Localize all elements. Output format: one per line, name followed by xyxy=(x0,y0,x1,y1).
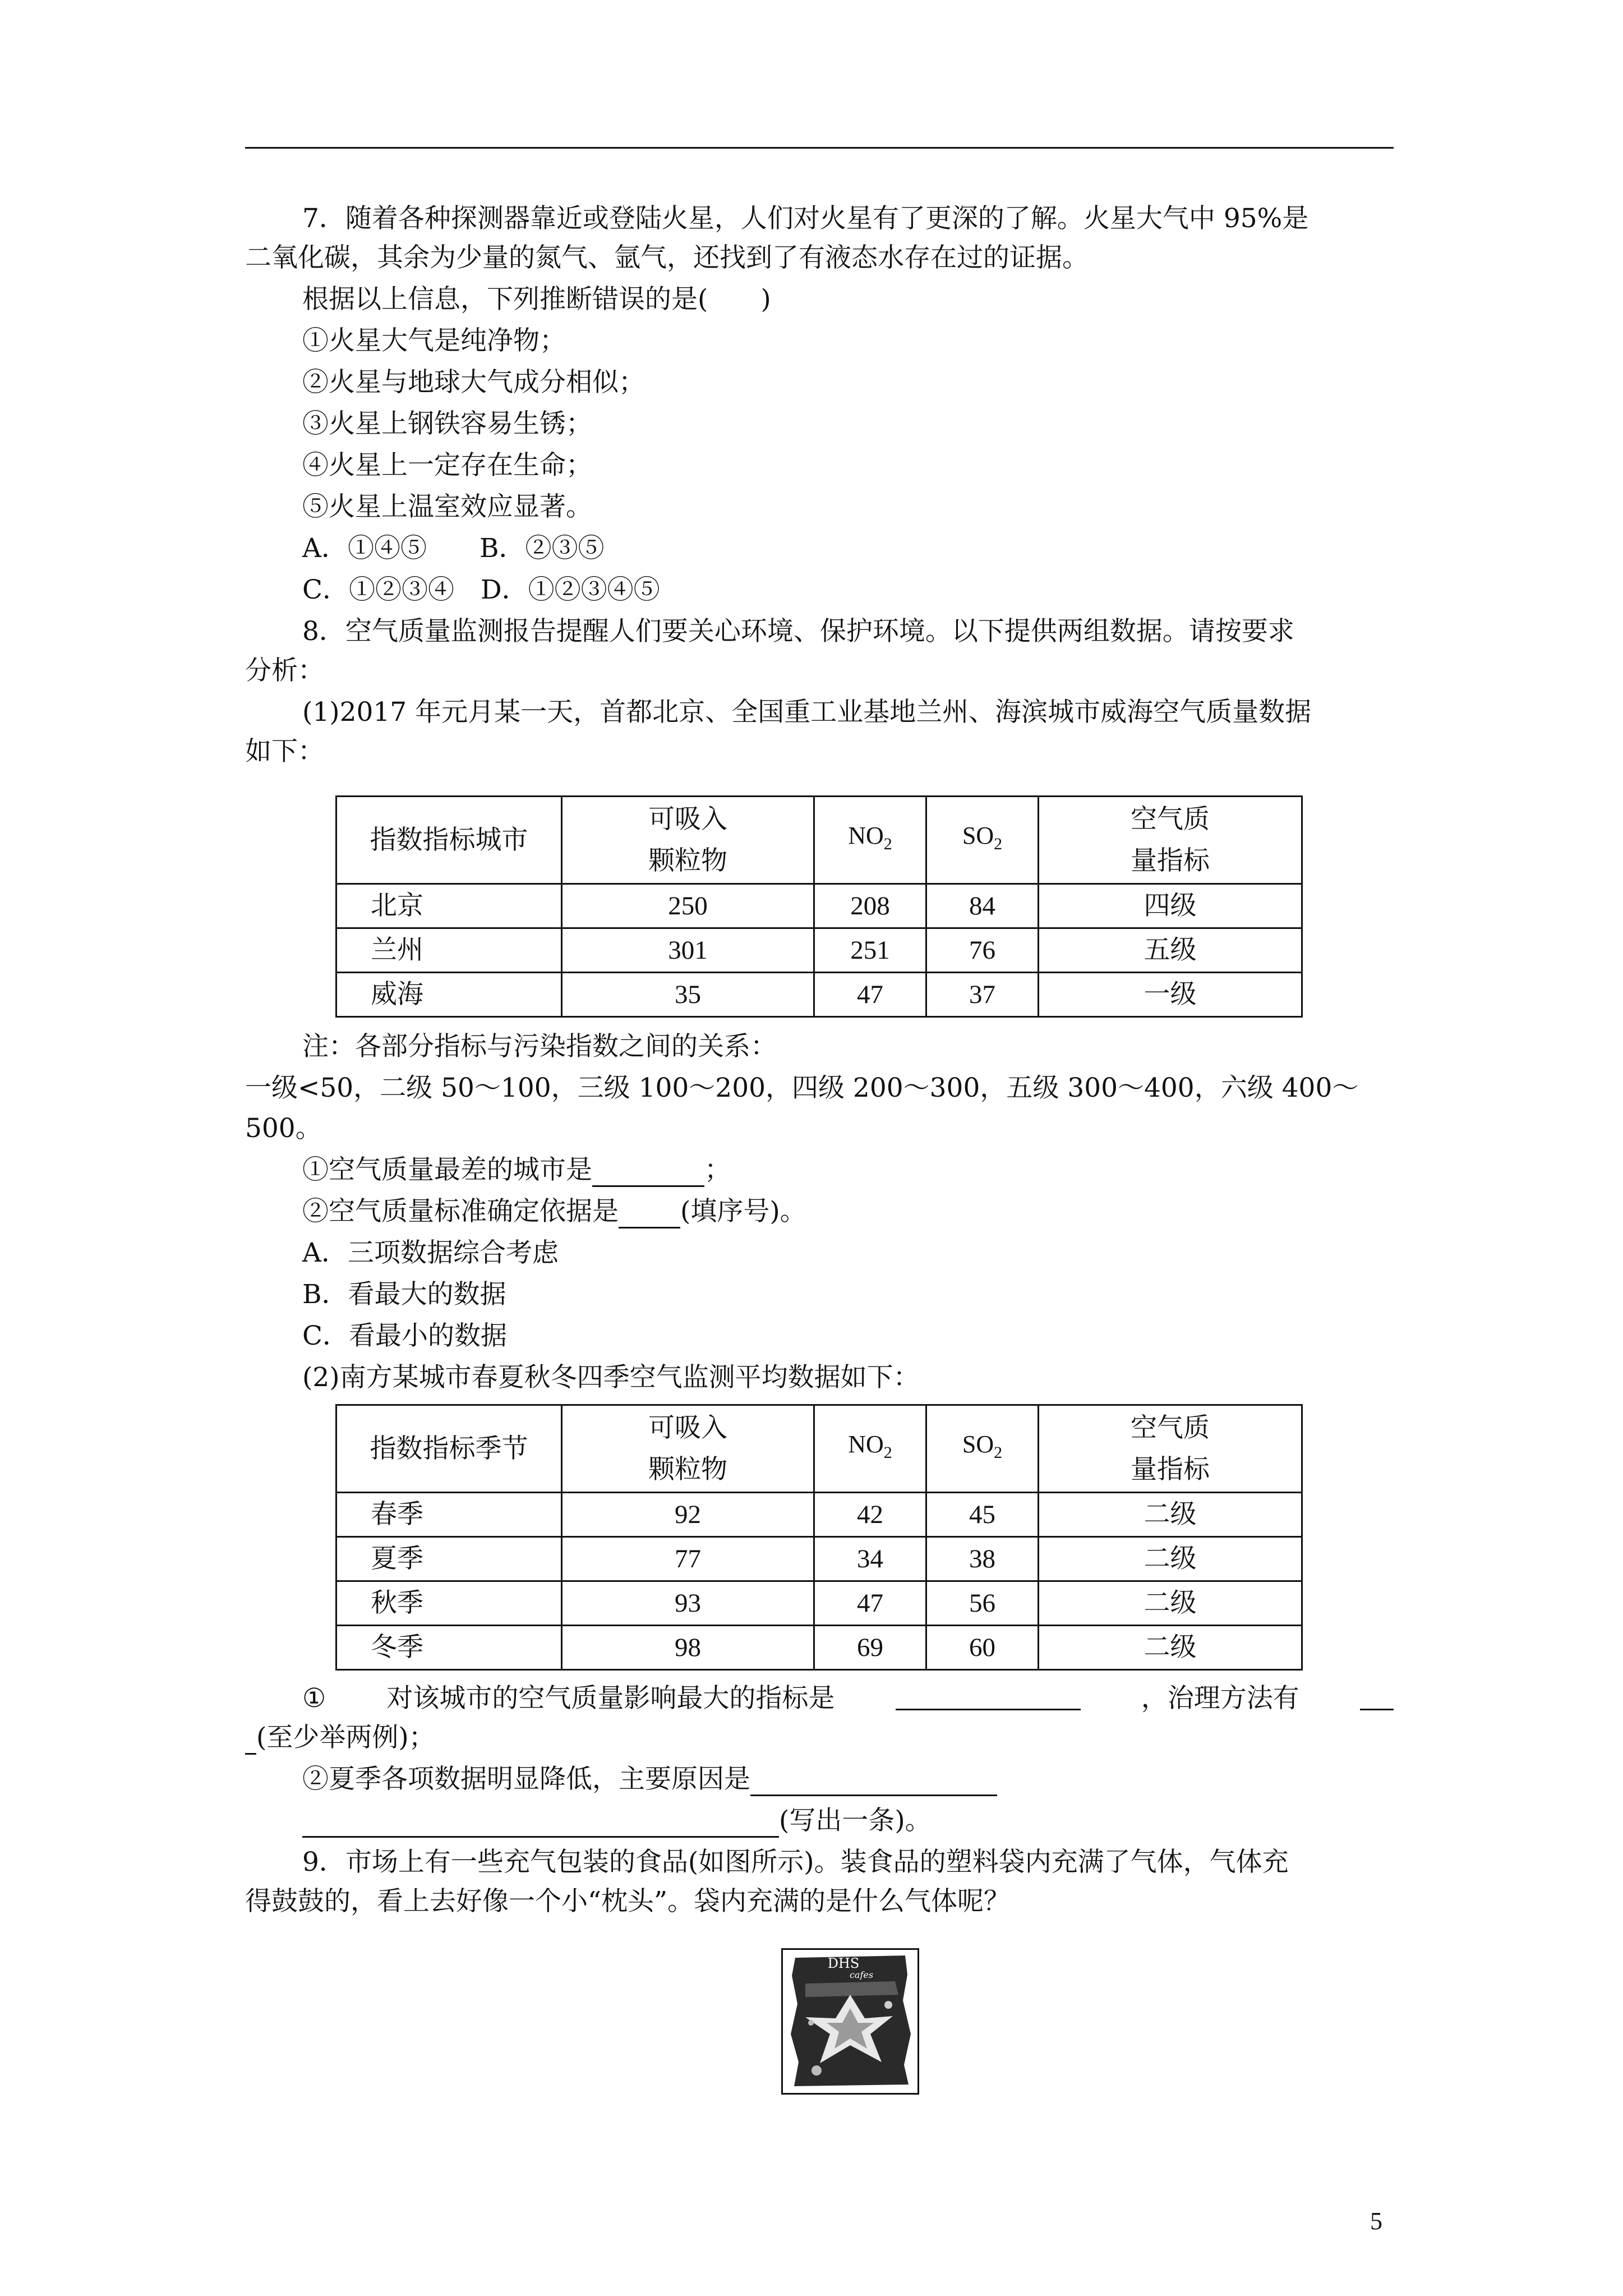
answer-blank-methods-start[interactable] xyxy=(1360,1682,1394,1710)
cell-so2: 38 xyxy=(926,1537,1039,1581)
q8-2-b-line1: ②夏季各项数据明显降低，主要原因是 xyxy=(302,1763,997,1796)
q9-line2: 得鼓鼓的，看上去好像一个小“枕头”。袋内充满的是什么气体呢？ xyxy=(245,1886,1011,1917)
q8-intro-line2: 分析： xyxy=(245,655,324,686)
note-line1: 一级<50，二级 50～100，三级 100～200，四级 200～300，五级 300～400，六级 400～ xyxy=(245,1073,1359,1103)
cell-particulate: 92 xyxy=(562,1493,814,1537)
header-particulate: 可吸入 颗粒物 xyxy=(562,1405,814,1493)
choice-c: C．看最小的数据 xyxy=(302,1320,507,1351)
answer-blank-methods-end[interactable] xyxy=(245,1726,256,1755)
q8-part1-line2: 如下： xyxy=(245,736,324,767)
table-row xyxy=(336,1493,1302,1537)
cell-level: 二级 xyxy=(1039,1626,1302,1670)
q8-2-b-line2: (写出一条)。 xyxy=(302,1804,932,1838)
answer-blank-worst-city[interactable] xyxy=(592,1158,704,1187)
q7-options-ab: A．①④⑤ B．②③⑤ xyxy=(302,533,605,564)
q7-item-4: ④火星上一定存在生命； xyxy=(302,450,592,481)
season-air-quality-table xyxy=(335,1404,1303,1671)
header-city: 指数指标城市 xyxy=(336,797,562,884)
snack-bag-image xyxy=(781,1948,919,2095)
table-row xyxy=(336,884,1302,928)
cell-level: 四级 xyxy=(1039,884,1302,928)
cell-level: 二级 xyxy=(1039,1493,1302,1537)
cell-no2: 47 xyxy=(814,973,926,1017)
cell-so2: 37 xyxy=(926,973,1039,1017)
header-so2: $SO_2$ xyxy=(926,797,1039,884)
q7-options-cd: C．①②③④ D．①②③④⑤ xyxy=(302,574,660,605)
q7-item-1: ①火星大气是纯净物； xyxy=(302,325,566,356)
answer-blank-main-index[interactable] xyxy=(896,1682,1081,1710)
q7-item-2: ②火星与地球大气成分相似； xyxy=(302,367,645,398)
q7-prompt: 根据以上信息，下列推断错误的是( ) xyxy=(302,284,771,315)
snack-bag-icon xyxy=(783,1950,917,2093)
q8-1-b: ②空气质量标准确定依据是 (填序号)。 xyxy=(302,1195,806,1228)
table-row xyxy=(336,928,1302,973)
table-header-row xyxy=(336,797,1302,884)
cell-season: 冬季 xyxy=(336,1626,562,1670)
cell-particulate: 77 xyxy=(562,1537,814,1581)
cell-no2: 47 xyxy=(814,1581,926,1626)
cell-city: 威海 xyxy=(336,973,562,1017)
table-header-row xyxy=(336,1405,1302,1493)
q7-line1: 7．随着各种探测器靠近或登陆火星，人们对火星有了更深的了解。火星大气中 95%是 xyxy=(302,203,1309,234)
cell-particulate: 93 xyxy=(562,1581,814,1626)
header-aqi-level: 空气质 量指标 xyxy=(1039,797,1302,884)
page-number: 5 xyxy=(1370,2207,1382,2235)
q9-line1: 9．市场上有一些充气包装的食品(如图所示)。装食品的塑料袋内充满了气体，气体充 xyxy=(302,1847,1289,1878)
header-season: 指数指标季节 xyxy=(336,1405,562,1493)
answer-blank-summer-reason-a[interactable] xyxy=(750,1768,997,1796)
q8-1-a: ①空气质量最差的城市是 ； xyxy=(302,1153,731,1187)
q8-2-a-line1: ① 对该城市的空气质量影响最大的指标是 ，治理方法有 xyxy=(302,1682,1394,1715)
q8-intro-line1: 8．空气质量监测报告提醒人们要关心环境、保护环境。以下提供两组数据。请按要求 xyxy=(302,616,1294,647)
cell-particulate: 98 xyxy=(562,1626,814,1670)
cell-particulate: 301 xyxy=(562,928,814,973)
cell-season: 春季 xyxy=(336,1493,562,1537)
cell-so2: 56 xyxy=(926,1581,1039,1626)
q7-item-3: ③火星上钢铁容易生锈； xyxy=(302,408,592,439)
table-row xyxy=(336,973,1302,1017)
cell-no2: 208 xyxy=(814,884,926,928)
cell-level: 二级 xyxy=(1039,1537,1302,1581)
q8-part1-line1: (1)2017 年元月某一天，首都北京、全国重工业基地兰州、海滨城市威海空气质量数据 xyxy=(302,697,1312,728)
cell-season: 夏季 xyxy=(336,1537,562,1581)
city-air-quality-table xyxy=(335,795,1303,1018)
header-aqi-level: 空气质 量指标 xyxy=(1039,1405,1302,1493)
table-row xyxy=(336,1537,1302,1581)
cell-particulate: 35 xyxy=(562,973,814,1017)
cell-so2: 45 xyxy=(926,1493,1039,1537)
q8-2-a-line2: (至少举两例)； xyxy=(245,1721,435,1755)
cell-level: 五级 xyxy=(1039,928,1302,973)
bag-brand-subtext: cafes xyxy=(849,1970,874,1980)
answer-blank-criterion[interactable] xyxy=(619,1200,680,1228)
q7-item-5: ⑤火星上温室效应显著。 xyxy=(302,491,592,522)
bag-brand-text: DHS xyxy=(827,1955,860,1971)
cell-city: 兰州 xyxy=(336,928,562,973)
header-rule xyxy=(245,147,1394,149)
q8-part2-line: (2)南方某城市春夏秋冬四季空气监测平均数据如下： xyxy=(302,1362,920,1393)
cell-level: 一级 xyxy=(1039,973,1302,1017)
cell-no2: 69 xyxy=(814,1626,926,1670)
cell-so2: 76 xyxy=(926,928,1039,973)
cell-level: 二级 xyxy=(1039,1581,1302,1626)
cell-no2: 34 xyxy=(814,1537,926,1581)
choice-b: B．看最大的数据 xyxy=(302,1279,506,1310)
table-row xyxy=(336,1581,1302,1626)
note-line2: 500。 xyxy=(245,1113,322,1144)
note-title: 注：各部分指标与污染指数之间的关系： xyxy=(302,1031,777,1062)
cell-so2: 84 xyxy=(926,884,1039,928)
header-no2: $NO_2$ xyxy=(814,1405,926,1493)
q7-line2: 二氧化碳，其余为少量的氮气、氩气，还找到了有液态水存在过的证据。 xyxy=(245,242,1089,273)
answer-blank-summer-reason-b[interactable] xyxy=(302,1809,779,1838)
cell-so2: 60 xyxy=(926,1626,1039,1670)
header-so2: $SO_2$ xyxy=(926,1405,1039,1493)
table-row xyxy=(336,1626,1302,1670)
cell-city: 北京 xyxy=(336,884,562,928)
header-particulate: 可吸入 颗粒物 xyxy=(562,797,814,884)
choice-a: A．三项数据综合考虑 xyxy=(302,1237,559,1268)
cell-no2: 42 xyxy=(814,1493,926,1537)
cell-season: 秋季 xyxy=(336,1581,562,1626)
header-no2: $NO_2$ xyxy=(814,797,926,884)
cell-particulate: 250 xyxy=(562,884,814,928)
cell-no2: 251 xyxy=(814,928,926,973)
